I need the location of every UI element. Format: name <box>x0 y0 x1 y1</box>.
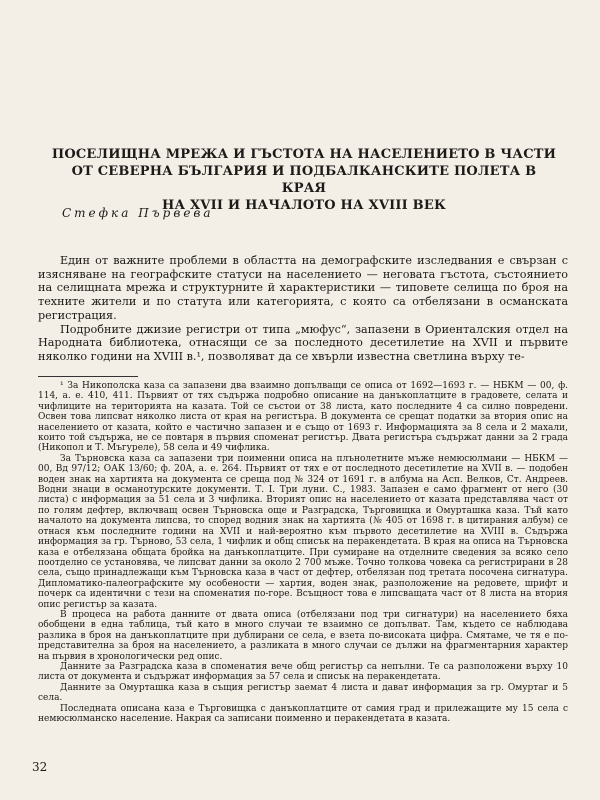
article-title <box>48 146 560 214</box>
article-body <box>38 254 568 364</box>
footnote-paragraph: В процеса на работа данните от двата описа (отбелязани под три сигнатури) на населението бяха обобщени в една таблица, тъй като в много случаи те взаимно се допълват. Там, където се наблюдава разлика в броя на данъкоплатците при дублирани се села, е взета по-високата цифра. Смятаме, че тя е по-представителна за броя на населението, а разликата в много случаи се дължи на фрагментарния характер на първия в хронологически ред опис. <box>38 609 568 662</box>
body-paragraph: Подробните джизие регистри от типа „мюфус“, запазени в Ориенталския отдел на Народната библиотека, отнасящи се за последното десетилетие на XVII и първите няколко години на XVIII в.¹, позволяват да се хвърли известна светлина върху те- <box>38 322 568 363</box>
page-number: 32 <box>32 760 48 774</box>
title-line: ОТ СЕВЕРНА БЪЛГАРИЯ И ПОДБАЛКАНСКИТЕ ПОЛЕТА В КРАЯ <box>71 164 537 196</box>
footnotes <box>38 381 568 724</box>
footnote-divider <box>38 376 138 377</box>
title-line: НА XVII И НАЧАЛОТО НА XVIII ВЕК <box>162 198 446 213</box>
footnote-paragraph: ¹ За Никополска каза са запазени два взаимно допълващи се описа от 1692—1693 г. — НБКМ — 00, ф. 114, а. е. 410, 411. Първият от тях съдържа подробно описание на данъкоплатците в градовете, селата и чифлиците на територията на казата. Той се състои от 38 листа, като последните 4 са силно повредени. Освен това липсват няколко листа от края на регистъра. В документа се срещат податки за втория опис на населението от казата, който е частично запазен и е също от 1693 г. Информацията за 8 села и 2 махали, които той съдържа, не се повтаря в първия споменат регистър. Двата регистъра съдържат данни за 2 града (Никопол и Т. Мъгуреле), 58 села и 49 чифлика. <box>38 381 568 454</box>
footnote-paragraph: Данните за Разградска каза в споменатия вече общ регистър са непълни. Те са разположени върху 10 листа от документа и съдържат информация за 57 села и списък на перакендетата. <box>38 661 568 683</box>
footnote-paragraph: За Търновска каза са запазени три поименни описа на плънолетните мъже немюсюлмани — НБКМ — 00, Вд 97/12; ОАК 13/60; ф. 20А, а. е. 264. Първият от тях е от последното десетилетие на XVII в. — подобен воден знак на хартията на документа се среща под № 324 от 1691 г. в албума на Асп. Велков, Ст. Андреев. Водни знаци в османотурските документи. Т. I. Три луни. С., 1983. Запазен е само фрагмент от него (30 листа) с информация за 51 села и 3 чифлика. Вторият опис на населението от казата представлява част от по голям дефтер, включващ освен Търновска още и Разградска, Търговищка и Омурташка каза. Тъй като началото на документа липсва, то според водния знак на хартията (№ 405 от 1698 г. в цитирания албум) се отнася към последните години на XVII и най-вероятно към първото десетилетие на XVIII в. Съдържа информация за гр. Търново, 53 села, 1 чифлик и общ списък на перакендетата. В края на описа на Търновска каза е отбелязана общата бройка на данъкоплатците. При сумиране на отделните сведения за всяко село поотделно се установява, че липсват данни за около 2 700 мъже. Точно толкова човека са регистрирани в 28 села, също принадлежащи към Търновска каза в част от дефтер, отбелязан под третата посочена сигнатура. Дипломатико-палеографските му особености — хартия, воден знак, разположение на редовете, шрифт и почерк са идентични с тези на споменатия по-горе. Всъщност това е липсващата част от 8 листа на втория опис регистър за казата. <box>38 453 568 610</box>
footnote-paragraph: Последната описана каза е Търговищка с данъкоплатците от самия град и прилежащите му 15 села с немюсюлманско население. Накрая са записани поименно и перакендетата в казата. <box>38 703 568 724</box>
title-line: ПОСЕЛИЩНА МРЕЖА И ГЪСТОТА НА НАСЕЛЕНИЕТО В ЧАСТИ <box>51 147 557 162</box>
body-paragraph: Един от важните проблеми в областта на демографските изследвания е свързан с изясняване на географските статуси на населението — неговата гъстота, състоянието на селищната мрежа и структурните й характеристики — типовете селища по броя на техните жители и по статута или категорията, с която са отбелязани в османската регистрация. <box>38 254 568 322</box>
footnote-paragraph: Данните за Омурташка каза в същия регистър заемат 4 листа и дават информация за гр. Омуртаг и 5 села. <box>38 682 568 704</box>
author-name: Стефка Първева <box>62 206 214 220</box>
